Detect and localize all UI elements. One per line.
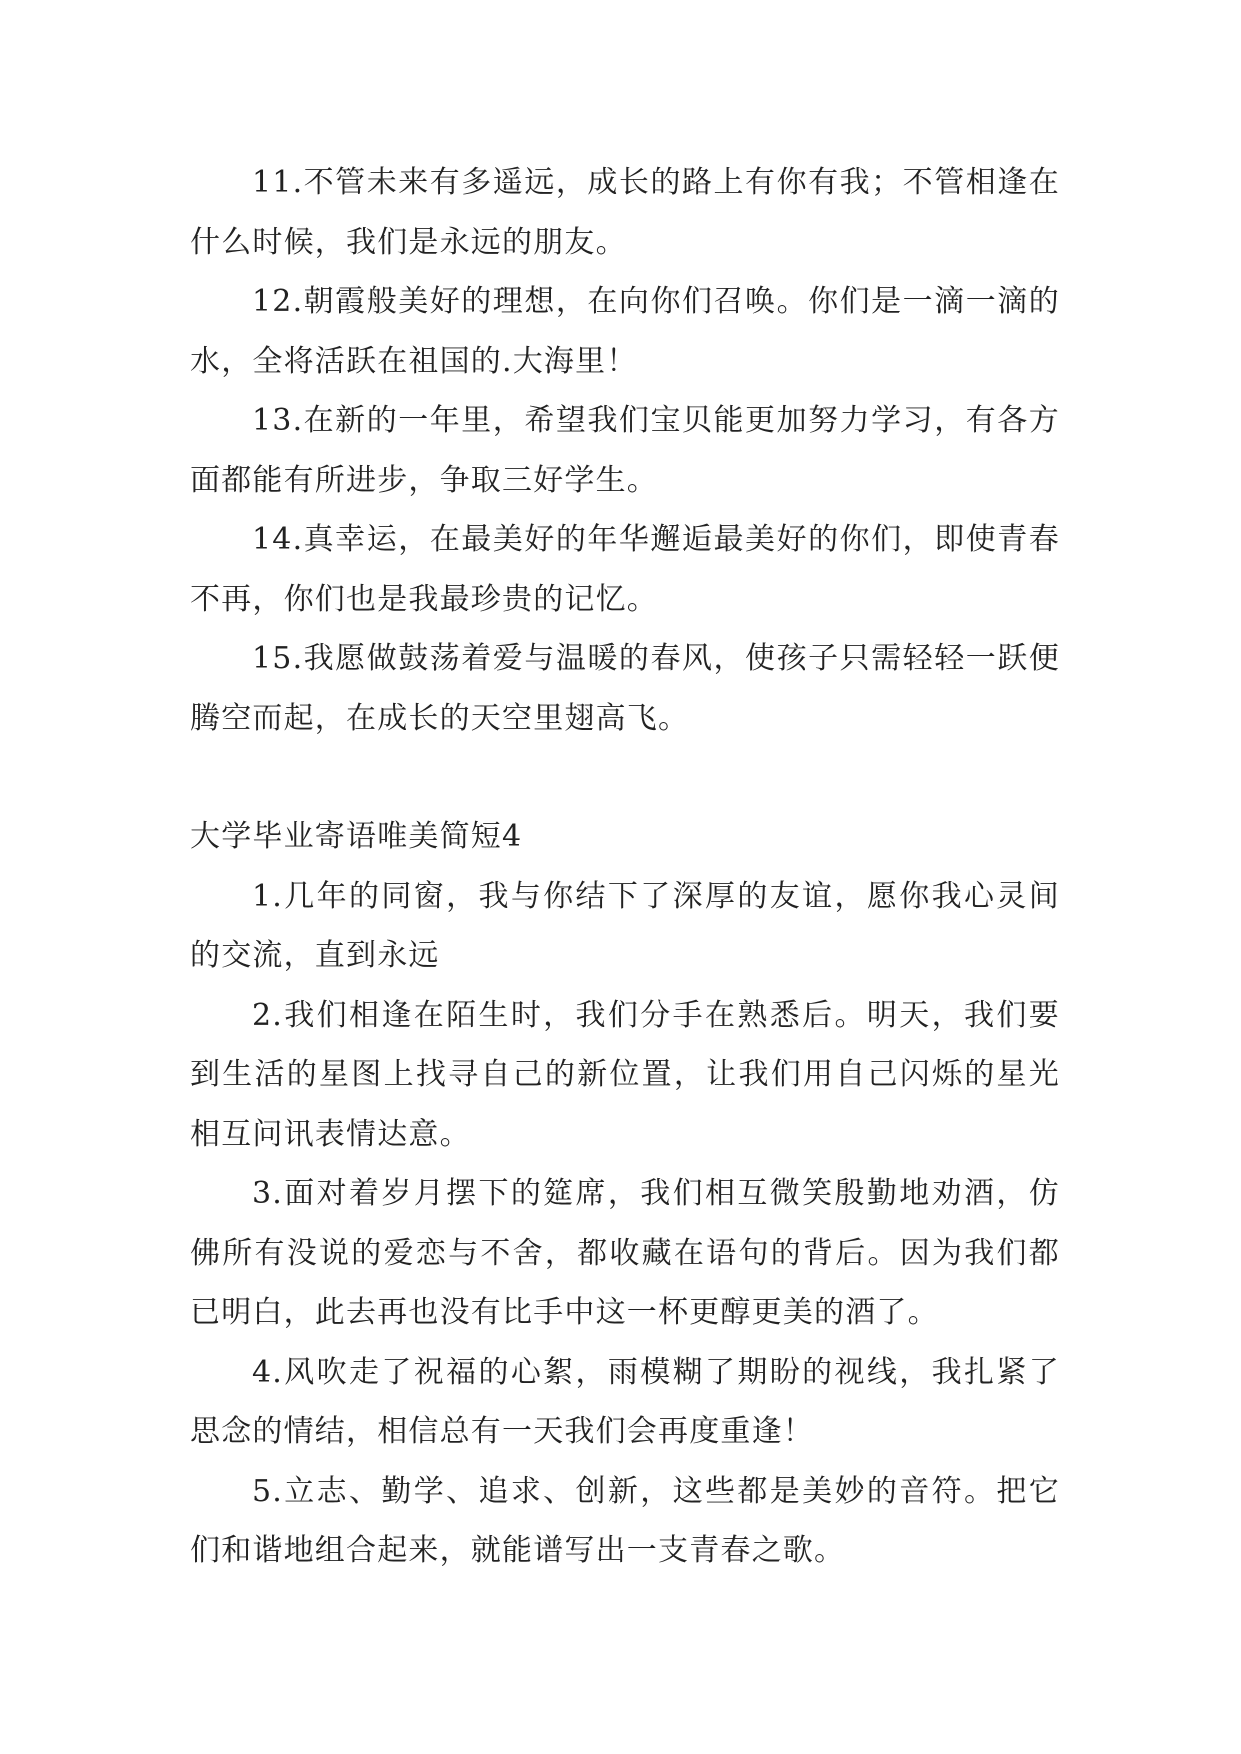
paragraph-14: 14.真幸运，在最美好的年华邂逅最美好的你们，即使青春不再，你们也是我最珍贵的记忆。 xyxy=(190,522,1060,617)
paragraph-12: 12.朝霞般美好的理想，在向你们召唤。你们是一滴一滴的水，全将活跃在祖国的.大海里！ xyxy=(190,284,1060,379)
section-paragraph-5: 5.立志、勤学、追求、创新，这些都是美妙的音符。把它们和谐地组合起来，就能谱写出一支青春之歌。 xyxy=(190,1473,1060,1568)
document-body xyxy=(190,153,1060,1581)
section-paragraph-4: 4.风吹走了祝福的心絮，雨模糊了期盼的视线，我扎紧了思念的情结，相信总有一天我们会再度重逢！ xyxy=(190,1354,1060,1449)
section-paragraph-3: 3.面对着岁月摆下的筵席，我们相互微笑殷勤地劝酒，仿佛所有没说的爱恋与不舍，都收藏在语句的背后。因为我们都已明白，此去再也没有比手中这一杯更醇更美的酒了。 xyxy=(190,1176,1060,1330)
paragraph-13: 13.在新的一年里，希望我们宝贝能更加努力学习，有各方面都能有所进步，争取三好学生。 xyxy=(190,403,1060,498)
section-paragraph-2: 2.我们相逢在陌生时，我们分手在熟悉后。明天，我们要到生活的星图上找寻自己的新位置，让我们用自己闪烁的星光相互问讯表情达意。 xyxy=(190,997,1060,1152)
section-heading: 大学毕业寄语唯美简短4 xyxy=(190,819,523,854)
paragraph-11: 11.不管未来有多遥远，成长的路上有你有我；不管相逢在什么时候，我们是永远的朋友。 xyxy=(190,165,1060,260)
paragraph-15: 15.我愿做鼓荡着爱与温暖的春风，使孩子只需轻轻一跃便腾空而起，在成长的天空里翅高飞。 xyxy=(190,641,1060,736)
section-paragraph-1: 1.几年的同窗，我与你结下了深厚的友谊，愿你我心灵间的交流，直到永远 xyxy=(190,878,1060,973)
